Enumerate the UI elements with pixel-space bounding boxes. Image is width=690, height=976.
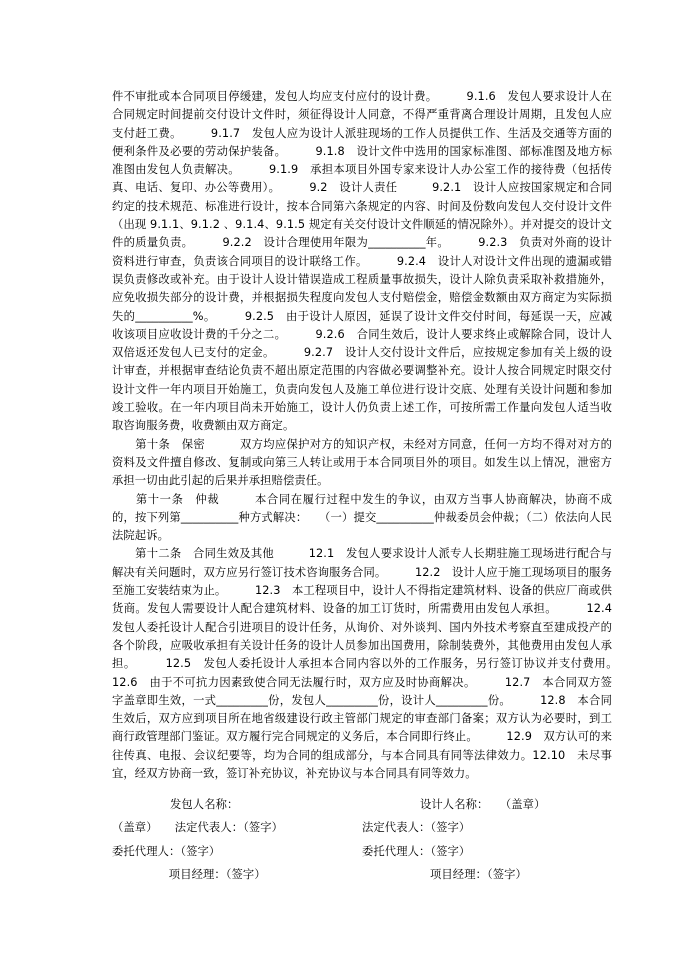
- signature-party-b-legal-rep: 法定代表人：（签字）: [362, 821, 471, 835]
- paragraph-article-12: 第十二条 合同生效及其他 12.1 发包人要求设计人派专人长期驻施工现场进行配合与解决有关问题时，双方应另行签订技术咨询服务合同。 12.2 设计人应于施工现场项目的服务至施工安装结束为止。 12.3 本工程项目中，设计人不得指定建筑材料、设备的供应厂商或供货商。发包人需要设计人配合建筑材料、设备的加工订货时，所需费用由发包人承担。 12.4 发包人委托设计人配合引进项目的设计任务，从询价、对外谈判、国内外技术考察直至建成投产的各个阶段，应吸收承担有关设计任务的设计人员参加出国费用，除制装费外，其他费用由发包人承担。 12.5 发包人委托设计人承担本合同内容以外的工作服务，另行签订协议并支付费用。 12.6 由于不可抗力因素致使合同无法履行时，双方应及时协商解决。 12.7 本合同双方签字盖章即生效，一式_________份，发包人_________份，设计人_________份。 12.8 本合同生效后，双方应到项目所在地省级建设行政主管部门规定的审查部门备案；双方认为必要时，到工商行政管理部门鉴证。双方履行完合同规定的义务后，本合同即行终止。 12.9 双方认可的来往传真、电报、会议纪要等，均为合同的组成部分，与本合同具有同等法律效力。12.10 未尽事宜，经双方协商一致，签订补充协议，补充协议与本合同具有同等效力。: [112, 547, 647, 780]
- signature-row: [112, 816, 612, 839]
- signature-party-a-name: 发包人名称：: [170, 798, 347, 812]
- document-body: [112, 88, 647, 886]
- signature-row: [112, 793, 612, 816]
- signature-row: [112, 863, 612, 886]
- paragraph-article-10: 第十条 保密 双方均应保护对方的知识产权，未经对方同意，任何一方均不得对对方的资料及文件擅自修改、复制或向第三人转让或用于本合同项目外的项目。如发生以上情况，泄密方承担一切由此引起的后果并承担赔偿责任。: [112, 437, 612, 488]
- signature-row: [112, 840, 612, 863]
- paragraph-article-9: 件不审批或本合同项目停缓建，发包人均应支付应付的设计费。 9.1.6 发包人要求设计人在合同规定时间提前交付设计文件时，须征得设计人同意，不得严重背离合理设计周期，且发包人应支付赶工费。 9.1.7 发包人应为设计人派驻现场的工作人员提供工作、生活及交通等方面的便利条件及必要的劳动保护装备。 9.1.8 设计文件中选用的国家标准图、部标准图及地方标准图由发包人负责解决。 9.1.9 承担本项目外国专家来设计人办公室工作的接待费（包括传真、电话、复印、办公等费用）。 9.2 设计人责任 9.2.1 设计人应按国家规定和合同约定的技术规范、标准进行设计，按本合同第六条规定的内容、时间及份数向发包人交付设计文件（出现 9.1.1、9.1.2 、9.1.4、9.1.5 规定有关交付设计文件顺延的情况除外）。并对提交的设计文件的质量负责。 9.2.2 设计合理使用年限为__________年。 9.2.3 负责对外商的设计资料进行审查，负责该合同项目的设计联络工作。 9.2.4 设计人对设计文件出现的遗漏或错误负责修改或补充。由于设计人设计错误造成工程质量事故损失，设计人除负责采取补救措施外，应免收损失部分的设计费，并根据损失程度向发包人支付赔偿金，赔偿金数额由双方商定为实际损失的__________%。 9.2.5 由于设计人原因，延误了设计文件交付时间，每延误一天，应减收该项目应收设计费的千分之二。 9.2.6 合同生效后，设计人要求终止或解除合同，设计人双倍返还发包人已支付的定金。 9.2.7 设计人交付设计文件后，应按规定参加有关上级的设计审查，并根据审查结论负责不超出原定范围的内容做必要调整补充。设计人按合同规定时限交付设计文件一年内项目开始施工，负责向发包人及施工单位进行设计交底、处理有关设计问题和参加竣工验收。在一年内项目尚未开始施工，设计人仍负责上述工作，可按所需工作量向发包人适当收取咨询服务费，收费额由双方商定。: [112, 90, 612, 433]
- signature-party-a-legal-rep: （盖章） 法定代表人：（签字）: [112, 821, 284, 835]
- signature-party-a-agent: 委托代理人：（签字）: [112, 844, 221, 858]
- signature-party-b-name: 设计人名称： （盖章）: [420, 798, 546, 812]
- signature-block: [112, 793, 612, 886]
- signature-party-b-project-manager: 项目经理：（签字）: [430, 867, 527, 881]
- signature-party-a-project-manager: 项目经理：（签字）: [146, 867, 266, 881]
- signature-party-b-agent: 委托代理人：（签字）: [362, 844, 471, 858]
- paragraph-article-11: 第十一条 仲裁 本合同在履行过程中发生的争议，由双方当事人协商解决，协商不成的，按下列第__________种方式解决： （一）提交__________仲裁委员会仲裁；（二）依法向人民法院起诉。: [112, 492, 612, 543]
